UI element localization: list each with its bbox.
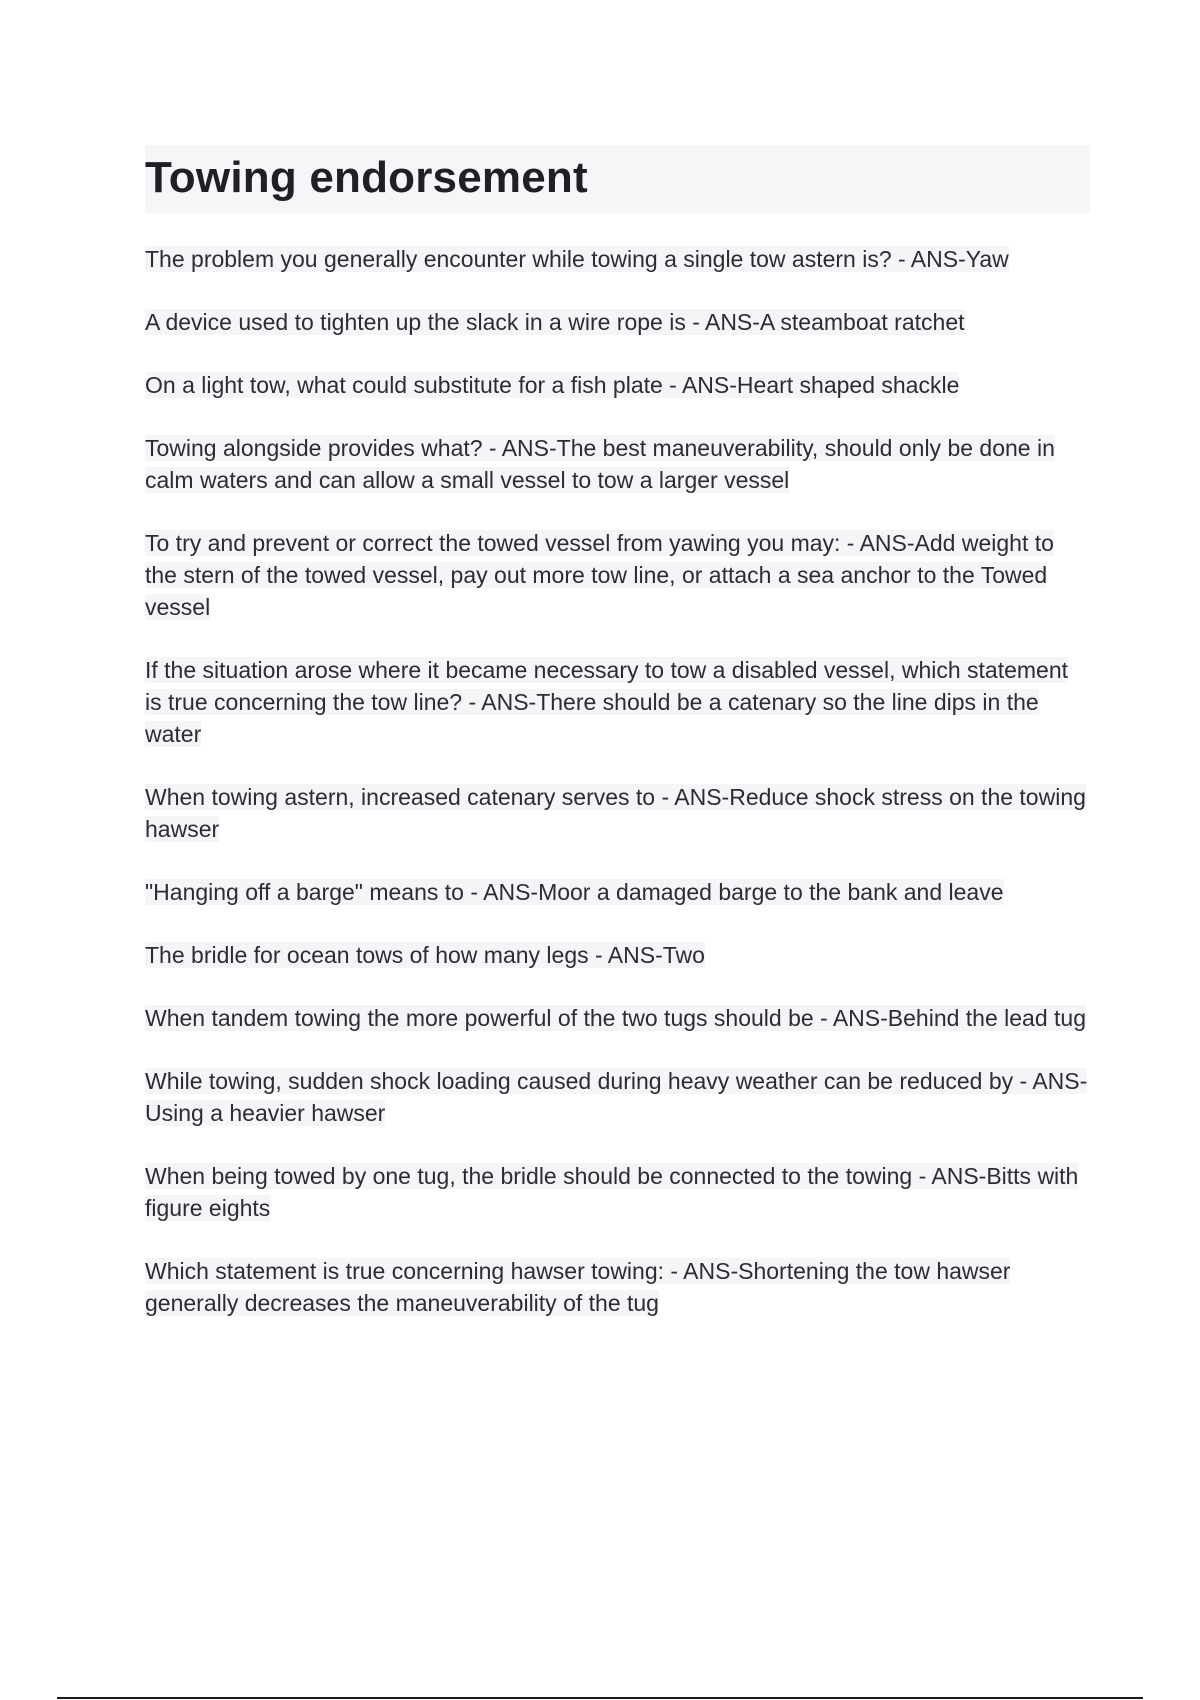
qa-text: When tandem towing the more powerful of the two tugs should be - ANS-Behind the lead tug — [145, 1005, 1087, 1031]
qa-text: The bridle for ocean tows of how many legs - ANS-Two — [145, 942, 705, 968]
list-item — [145, 1160, 1090, 1224]
qa-text: When being towed by one tug, the bridle should be connected to the towing - ANS-Bitts with figure eights — [145, 1163, 1079, 1221]
qa-text: A device used to tighten up the slack in a wire rope is - ANS-A steamboat ratchet — [145, 309, 965, 335]
list-item — [145, 939, 1090, 971]
qa-text: While towing, sudden shock loading caused during heavy weather can be reduced by - ANS-Using a heavier hawser — [145, 1068, 1088, 1126]
qa-text: When towing astern, increased catenary serves to - ANS-Reduce shock stress on the towing hawser — [145, 784, 1086, 842]
footer-divider — [57, 1697, 1143, 1699]
list-item — [145, 527, 1090, 623]
list-item — [145, 306, 1090, 338]
list-item — [145, 1065, 1090, 1129]
title-block — [145, 145, 1090, 213]
qa-text: "Hanging off a barge" means to - ANS-Moor a damaged barge to the bank and leave — [145, 879, 1004, 905]
list-item — [145, 243, 1090, 275]
qa-text: Which statement is true concerning hawser towing: - ANS-Shortening the tow hawser generally decreases the maneuverability of the tug — [145, 1258, 1011, 1316]
list-item — [145, 1002, 1090, 1034]
qa-text: The problem you generally encounter while towing a single tow astern is? - ANS-Yaw — [145, 246, 1009, 272]
list-item — [145, 432, 1090, 496]
list-item — [145, 654, 1090, 750]
page-title: Towing endorsement — [145, 153, 588, 202]
list-item — [145, 369, 1090, 401]
qa-text: On a light tow, what could substitute for a fish plate - ANS-Heart shaped shackle — [145, 372, 960, 398]
qa-text: Towing alongside provides what? - ANS-The best maneuverability, should only be done in calm waters and can allow a small vessel to tow a larger vessel — [145, 435, 1055, 493]
list-item — [145, 1255, 1090, 1319]
qa-text: If the situation arose where it became necessary to tow a disabled vessel, which statement is true concerning the tow line? - ANS-There should be a catenary so the line dips in the water — [145, 657, 1069, 747]
qa-list — [145, 243, 1090, 1350]
qa-text: To try and prevent or correct the towed vessel from yawing you may: - ANS-Add weight to the stern of the towed vessel, pay out more tow line, or attach a sea anchor to the Towed vessel — [145, 530, 1054, 620]
list-item — [145, 876, 1090, 908]
list-item — [145, 781, 1090, 845]
